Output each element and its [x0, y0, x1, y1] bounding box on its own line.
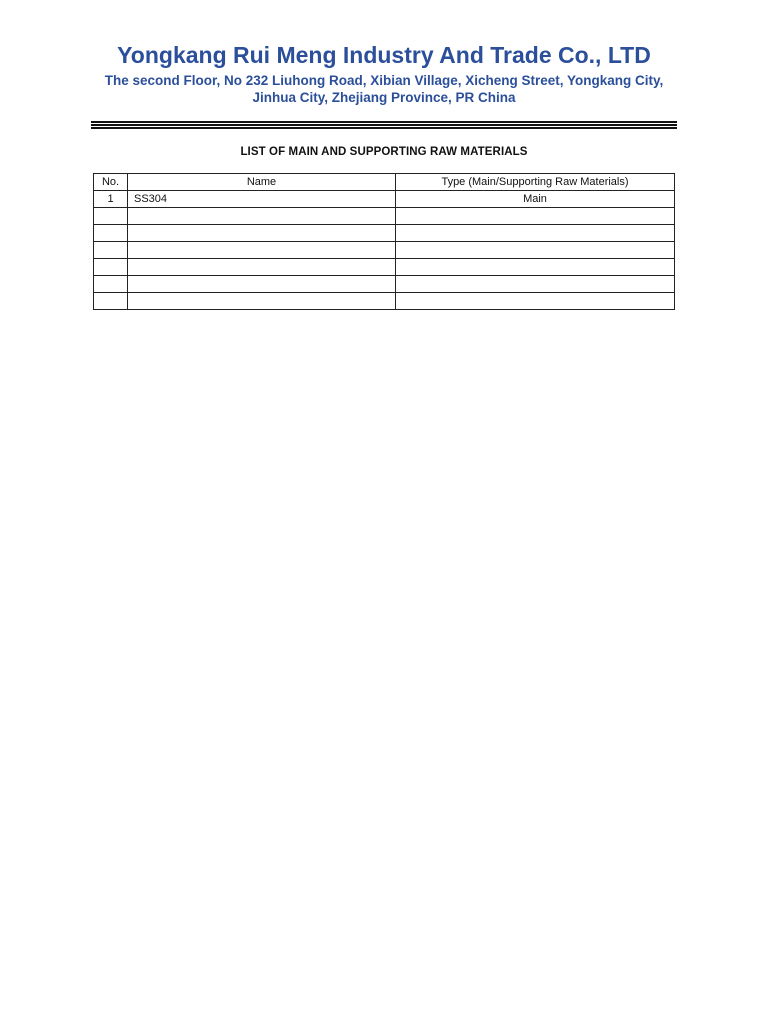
table-row — [94, 208, 675, 225]
cell-name: SS304 — [128, 191, 396, 208]
cell-name — [128, 259, 396, 276]
divider-line — [91, 124, 677, 126]
cell-name — [128, 225, 396, 242]
document-title: LIST OF MAIN AND SUPPORTING RAW MATERIALS — [240, 146, 528, 158]
cell-no — [94, 225, 128, 242]
cell-no — [94, 259, 128, 276]
company-name: Yongkang Rui Meng Industry And Trade Co., LTD — [117, 42, 651, 68]
cell-no — [94, 276, 128, 293]
table-row — [94, 225, 675, 242]
table-row — [94, 191, 675, 208]
header-type: Type (Main/Supporting Raw Materials) — [396, 174, 675, 191]
header-no: No. — [94, 174, 128, 191]
divider-line — [91, 121, 677, 123]
letterhead-divider — [91, 121, 677, 129]
cell-type — [396, 293, 675, 310]
cell-type — [396, 242, 675, 259]
cell-name — [128, 242, 396, 259]
cell-no: 1 — [94, 191, 128, 208]
cell-no — [94, 242, 128, 259]
cell-type — [396, 225, 675, 242]
materials-table — [93, 173, 675, 310]
cell-no — [94, 293, 128, 310]
cell-type — [396, 208, 675, 225]
letterhead — [0, 40, 768, 106]
header-name: Name — [128, 174, 396, 191]
cell-name — [128, 208, 396, 225]
divider-line — [91, 127, 677, 129]
cell-type: Main — [396, 191, 675, 208]
table-row — [94, 259, 675, 276]
table-header-row — [94, 174, 675, 191]
table-row — [94, 276, 675, 293]
table-row — [94, 242, 675, 259]
cell-type — [396, 259, 675, 276]
company-address: The second Floor, No 232 Liuhong Road, Xibian Village, Xicheng Street, Yongkang City, Jinhua City, Zhejiang Province, PR China — [104, 73, 664, 105]
table-row — [94, 293, 675, 310]
cell-no — [94, 208, 128, 225]
cell-type — [396, 276, 675, 293]
cell-name — [128, 276, 396, 293]
cell-name — [128, 293, 396, 310]
